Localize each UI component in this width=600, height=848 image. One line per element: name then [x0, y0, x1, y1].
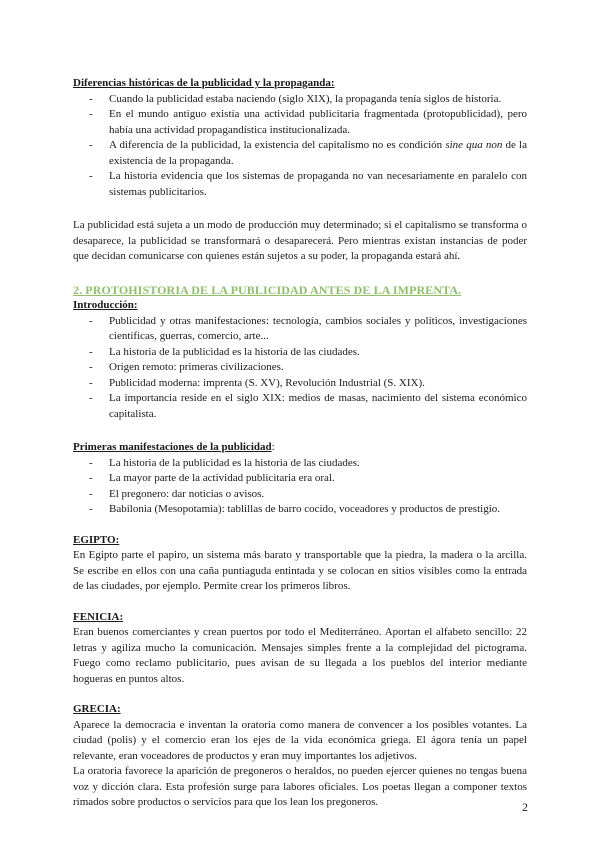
- list-item: - En el mundo antiguo existía una actividad publicitaria fragmentada (protopublicidad), pero había una actividad propagandística institucionalizada.: [73, 107, 527, 138]
- list-item: - El pregonero: dar noticias o avisos.: [73, 487, 527, 503]
- fenicia-paragraph: Eran buenos comerciantes y crean puertos por todo el Mediterráneo. Aportan el alfabeto sencillo: 22 letras y agiliza mucho la comunicación. Mensajes simples frente a la complejidad del pictograma. Fuego como reclamo publicitario, pues avisan de su llegada a los pueblos del interior mediante hogueras en puntos altos.: [73, 626, 527, 685]
- list-item: - La historia evidencia que los sistemas de propaganda no van necesariamente en paralelo con sistemas publicitarios.: [73, 169, 527, 200]
- first-manifestations-list: [73, 456, 527, 518]
- list-item: - A diferencia de la publicidad, la existencia del capitalismo no es condición sine qua non de la existencia de la propaganda.: [73, 138, 527, 169]
- list-item: - Babilonia (Mesopotamia): tablillas de barro cocido, voceadores y productos de prestigio.: [73, 502, 527, 518]
- grecia-heading: GRECIA:: [73, 703, 121, 715]
- list-item: - Publicidad moderna: imprenta (S. XV), Revolución Industrial (S. XIX).: [73, 376, 527, 392]
- document-page: [73, 76, 527, 811]
- intro-heading: Introducción:: [73, 299, 138, 311]
- capitalism-paragraph: La publicidad está sujeta a un modo de producción muy determinado; si el capitalismo se transforma o desaparece, la publicidad se transformará o desaparecerá. Pero mientras existan instancias de poder que decidan comunicarse con quienes están sujetos a su poder, la propaganda estará ahí.: [73, 219, 527, 262]
- grecia-paragraph-1: Aparece la democracia e inventan la oratoria como manera de convencer a los posibles votantes. La ciudad (polis) y el comercio eran los ejes de la vida económica griega. El ágora tenía un papel relevante, eran voceadores de productos y eran muy importantes los adjetivos.: [73, 718, 527, 762]
- list-item: - La mayor parte de la actividad publicitaria era oral.: [73, 471, 527, 487]
- differences-list: [73, 92, 527, 201]
- differences-heading: Diferencias históricas de la publicidad y la propaganda:: [73, 77, 335, 89]
- egipto-heading: EGIPTO:: [73, 533, 120, 546]
- list-item: - La importancia reside en el siglo XIX: medios de masas, nacimiento del sistema económico capitalista.: [73, 391, 527, 422]
- egipto-paragraph: En Egipto parte el papiro, un sistema más barato y transportable que la piedra, la madera o la arcilla. Se escribe en ellos con una caña puntiaguda entintada y se colocan en sitios visibles como la entrada de las ciudades, por ejemplo. Permite crear los primeros libros.: [73, 549, 527, 592]
- list-item: - Cuando la publicidad estaba naciendo (siglo XIX), la propaganda tenía siglos de historia.: [73, 92, 527, 108]
- intro-list: [73, 314, 527, 423]
- list-item: - La historia de la publicidad es la historia de las ciudades.: [73, 456, 527, 472]
- list-item: - Origen remoto: primeras civilizaciones.: [73, 360, 527, 376]
- fenicia-heading: FENICIA:: [73, 610, 124, 623]
- section-2-title: 2. PROTOHISTORIA DE LA PUBLICIDAD ANTES DE LA IMPRENTA.: [73, 282, 462, 297]
- list-item: - Publicidad y otras manifestaciones: tecnología, cambios sociales y políticos, investigaciones científicas, guerras, comercio, arte...: [73, 314, 527, 345]
- grecia-paragraph-2: La oratoria favorece la aparición de pregoneros o heraldos, no pueden ejercer quienes no tengas buena voz y dicción clara. Esta profesión surge para labores oficiales. Los poetas llegan a componer textos rimados sobre productos o servicios para que los lean los pregoneros.: [73, 765, 527, 808]
- first-manifestations-heading: Primeras manifestaciones de la publicidad:: [73, 441, 275, 453]
- list-item: - La historia de la publicidad es la historia de las ciudades.: [73, 345, 527, 361]
- page-number: 2: [522, 800, 528, 814]
